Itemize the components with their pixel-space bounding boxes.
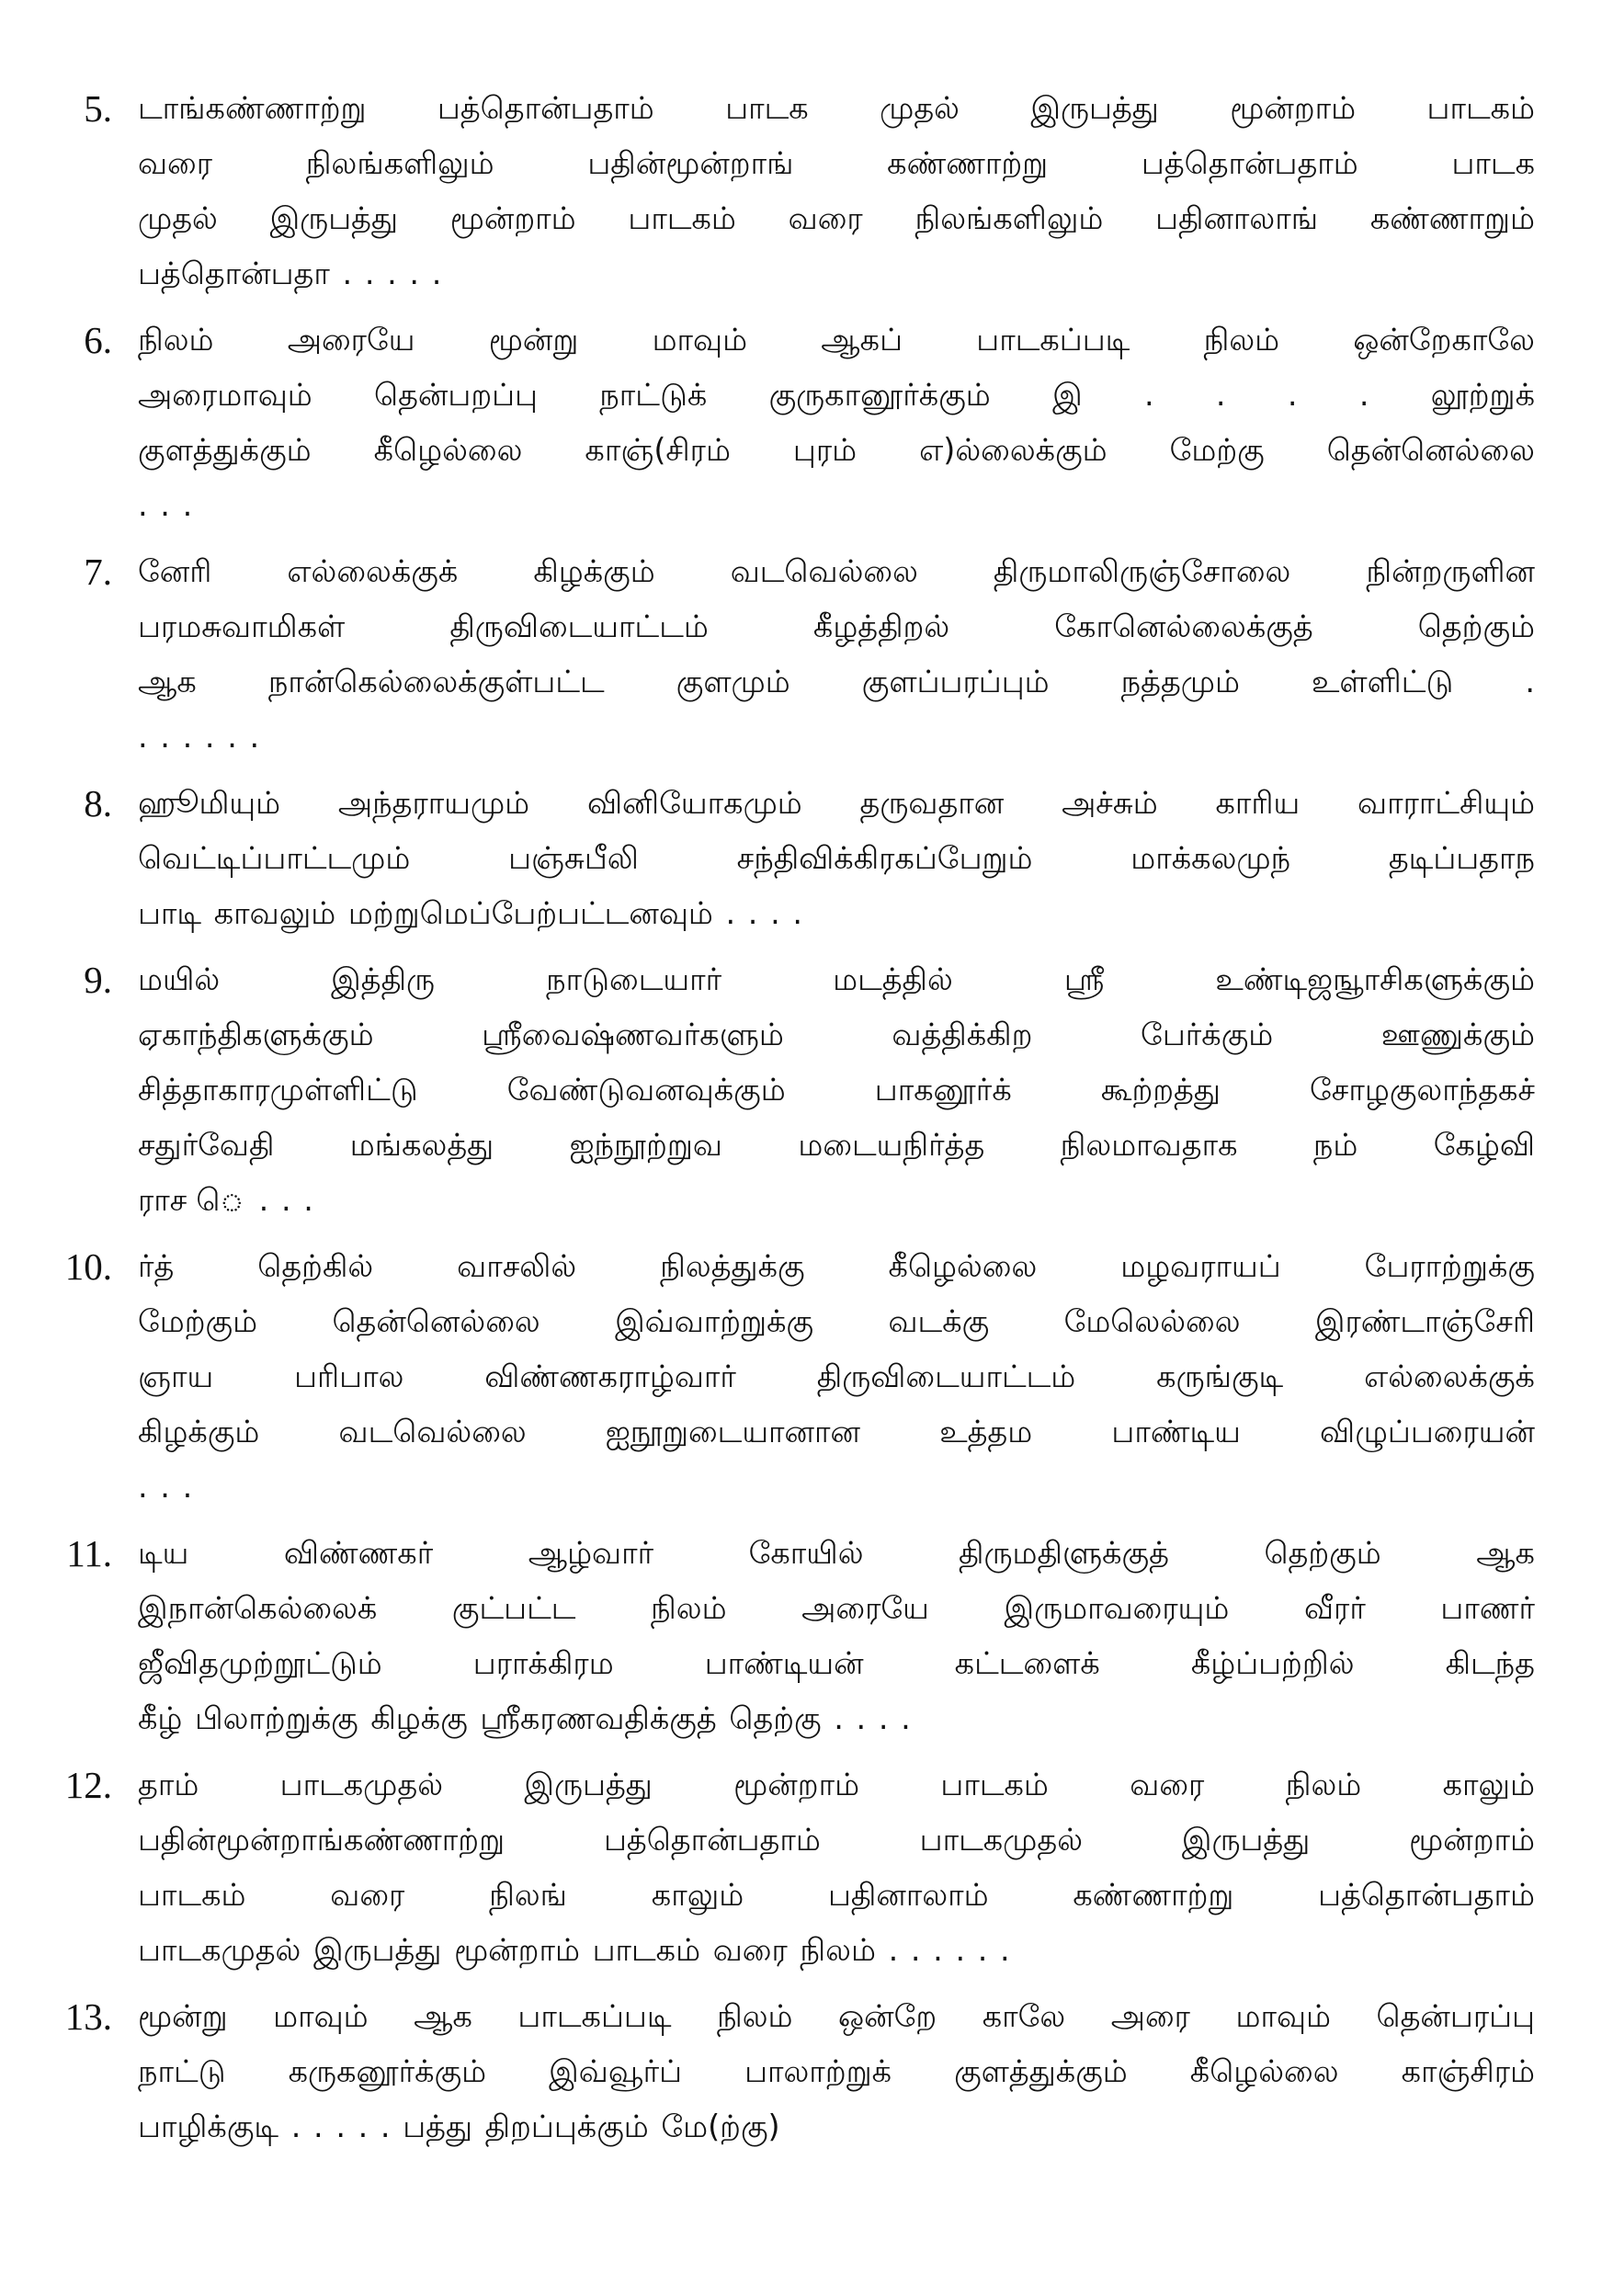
entry-number: 10.	[64, 1245, 112, 1288]
entry-text	[138, 1526, 1535, 1746]
text-line: வெட்டிப்பாட்டமும் பஞ்சுபீலி சந்திவிக்கிரகப்பேறும் மாக்கலமுந் தடிப்பதாந	[138, 840, 1535, 876]
entry-text	[138, 544, 1535, 765]
inscription-entry	[0, 952, 1613, 1228]
text-line: ஜீவிதமுற்றூட்டும் பராக்கிரம பாண்டியன் கட்டளைக் கீழ்ப்பற்றில் கிடந்த	[138, 1645, 1535, 1681]
inscription-entry	[0, 1757, 1613, 1978]
text-line: மூன்று மாவும் ஆக பாடகப்படி நிலம் ஒன்றே காலே அரை மாவும் தென்பரப்பு	[138, 1998, 1535, 2034]
text-line: ஆக நான்கெல்லைக்குள்பட்ட குளமும் குளப்பரப்பும் நத்தமும் உள்ளிட்டு .	[138, 664, 1535, 699]
inscription-entry	[0, 776, 1613, 941]
text-line: ஞாய பரிபால விண்ணகராழ்வார் திருவிடையாட்டம் கருங்குடி எல்லைக்குக்	[138, 1358, 1535, 1394]
inscription-entry	[0, 313, 1613, 533]
text-line: டிய விண்ணகர் ஆழ்வார் கோயில் திருமதிளுக்குத் தெற்கும் ஆக	[138, 1535, 1535, 1571]
text-line: டாங்கண்ணாற்று பத்தொன்பதாம் பாடக முதல் இருபத்து மூன்றாம் பாடகம்	[138, 90, 1535, 126]
text-line: சித்தாகாரமுள்ளிட்டு வேண்டுவனவுக்கும் பாகனூர்க் கூற்றத்து சோழகுலாந்தகச்	[138, 1072, 1535, 1108]
text-line: மேற்கும் தென்னெல்லை இவ்வாற்றுக்கு வடக்கு மேலெல்லை இரண்டாஞ்சேரி	[138, 1303, 1535, 1339]
text-line: இநான்கெல்லைக் குட்பட்ட நிலம் அரையே இருமாவரையும் வீரர் பாணர்	[138, 1590, 1535, 1626]
text-line: பாழிக்குடி . . . . . பத்து திறப்புக்கும் மே(ற்கு)	[138, 2108, 780, 2144]
entry-text	[138, 952, 1535, 1228]
inscription-entry	[0, 1989, 1613, 2154]
text-line: நாட்டு கருகனூர்க்கும் இவ்வூர்ப் பாலாற்றுக் குளத்துக்கும் கீழெல்லை காஞ்சிரம்	[138, 2053, 1535, 2089]
entry-number: 9.	[84, 959, 112, 1001]
text-line: கிழக்கும் வடவெல்லை ஐநூறுடையானான உத்தம பாண்டிய விழுப்பரையன்	[138, 1414, 1535, 1449]
entry-number: 8.	[84, 782, 112, 824]
entry-text	[138, 776, 1535, 941]
inscription-entry	[0, 1239, 1613, 1515]
text-line: முதல் இருபத்து மூன்றாம் பாடகம் வரை நிலங்களிலும் பதினாலாங் கண்ணாறும்	[138, 200, 1535, 236]
text-line: பரமசுவாமிகள் திருவிடையாட்டம் கீழத்திறல் கோனெல்லைக்குத் தெற்கும்	[138, 608, 1535, 644]
entry-text	[138, 1757, 1535, 1978]
text-line: . . .	[138, 487, 193, 523]
text-line: கீழ் பிலாற்றுக்கு கிழக்கு ஸ்ரீகரணவதிக்குத் தெற்கு . . . .	[138, 1700, 911, 1736]
entry-number: 13.	[64, 1995, 112, 2038]
text-line: ஏகாந்திகளுக்கும் ஸ்ரீவைஷ்ணவர்களும் வத்திக்கிற பேர்க்கும் ஊணுக்கும்	[138, 1017, 1535, 1052]
entry-text	[138, 313, 1535, 533]
entry-number: 6.	[84, 319, 112, 361]
entry-number: 5.	[84, 87, 112, 130]
text-line: சதுர்வேதி மங்கலத்து ஐந்நூற்றுவ மடையநிர்த்த நிலமாவதாக நம் கேழ்வி	[138, 1127, 1535, 1163]
text-line: ஹூமியும் அந்தராயமும் வினியோகமும் தருவதான அச்சும் காரிய வாராட்சியும்	[138, 785, 1535, 821]
text-line: பாடகமுதல் இருபத்து மூன்றாம் பாடகம் வரை நிலம் . . . . . .	[138, 1932, 1010, 1968]
inscription-entry-list	[0, 81, 1613, 2165]
text-line: பாடகம் வரை நிலங் காலும் பதினாலாம் கண்ணாற்று பத்தொன்பதாம்	[138, 1877, 1535, 1913]
entry-text	[138, 81, 1535, 301]
text-line: . . . . . .	[138, 719, 260, 755]
inscription-entry	[0, 1526, 1613, 1746]
text-line: . . .	[138, 1469, 193, 1505]
inscription-entry	[0, 81, 1613, 301]
text-line: வரை நிலங்களிலும் பதின்மூன்றாங் கண்ணாற்று பத்தொன்பதாம் பாடக	[138, 145, 1535, 181]
text-line: னேரி எல்லைக்குக் கிழக்கும் வடவெல்லை திருமாலிருஞ்சோலை நின்றருளின	[138, 553, 1535, 589]
entry-text	[138, 1239, 1535, 1515]
inscription-entry	[0, 544, 1613, 765]
text-line: குளத்துக்கும் கீழெல்லை காஞ்(சிரம் புரம் எ)ல்லைக்கும் மேற்கு தென்னெல்லை	[138, 432, 1535, 468]
entry-number: 11.	[66, 1532, 112, 1574]
text-line: பாடி காவலும் மற்றுமெப்பேற்பட்டனவும் . . . .	[138, 895, 803, 931]
text-line: தாம் பாடகமுதல் இருபத்து மூன்றாம் பாடகம் வரை நிலம் காலும்	[138, 1767, 1535, 1802]
entry-number: 7.	[84, 551, 112, 593]
text-line: மயில் இத்திரு நாடுடையார் மடத்தில் ஸ்ரீ உண்டிஜஙூாசிகளுக்கும்	[138, 961, 1535, 997]
text-line: நிலம் அரையே மூன்று மாவும் ஆகப் பாடகப்படி நிலம் ஒன்றேகாலே	[138, 322, 1535, 358]
text-line: அரைமாவும் தென்பறப்பு நாட்டுக் குருகானூர்க்கும் இ . . . . லூற்றுக்	[138, 377, 1535, 413]
entry-number: 12.	[64, 1764, 112, 1806]
text-line: ர்த் தெற்கில் வாசலில் நிலத்துக்கு கீழெல்லை மழவராயப் பேராற்றுக்கு	[138, 1248, 1535, 1284]
text-line: பத்தொன்பதா . . . . .	[138, 256, 442, 291]
entry-text	[138, 1989, 1535, 2154]
text-line: பதின்மூன்றாங்கண்ணாற்று பத்தொன்பதாம் பாடகமுதல் இருபத்து மூன்றாம்	[138, 1822, 1535, 1858]
text-line: ராச ெ . . .	[138, 1182, 313, 1218]
